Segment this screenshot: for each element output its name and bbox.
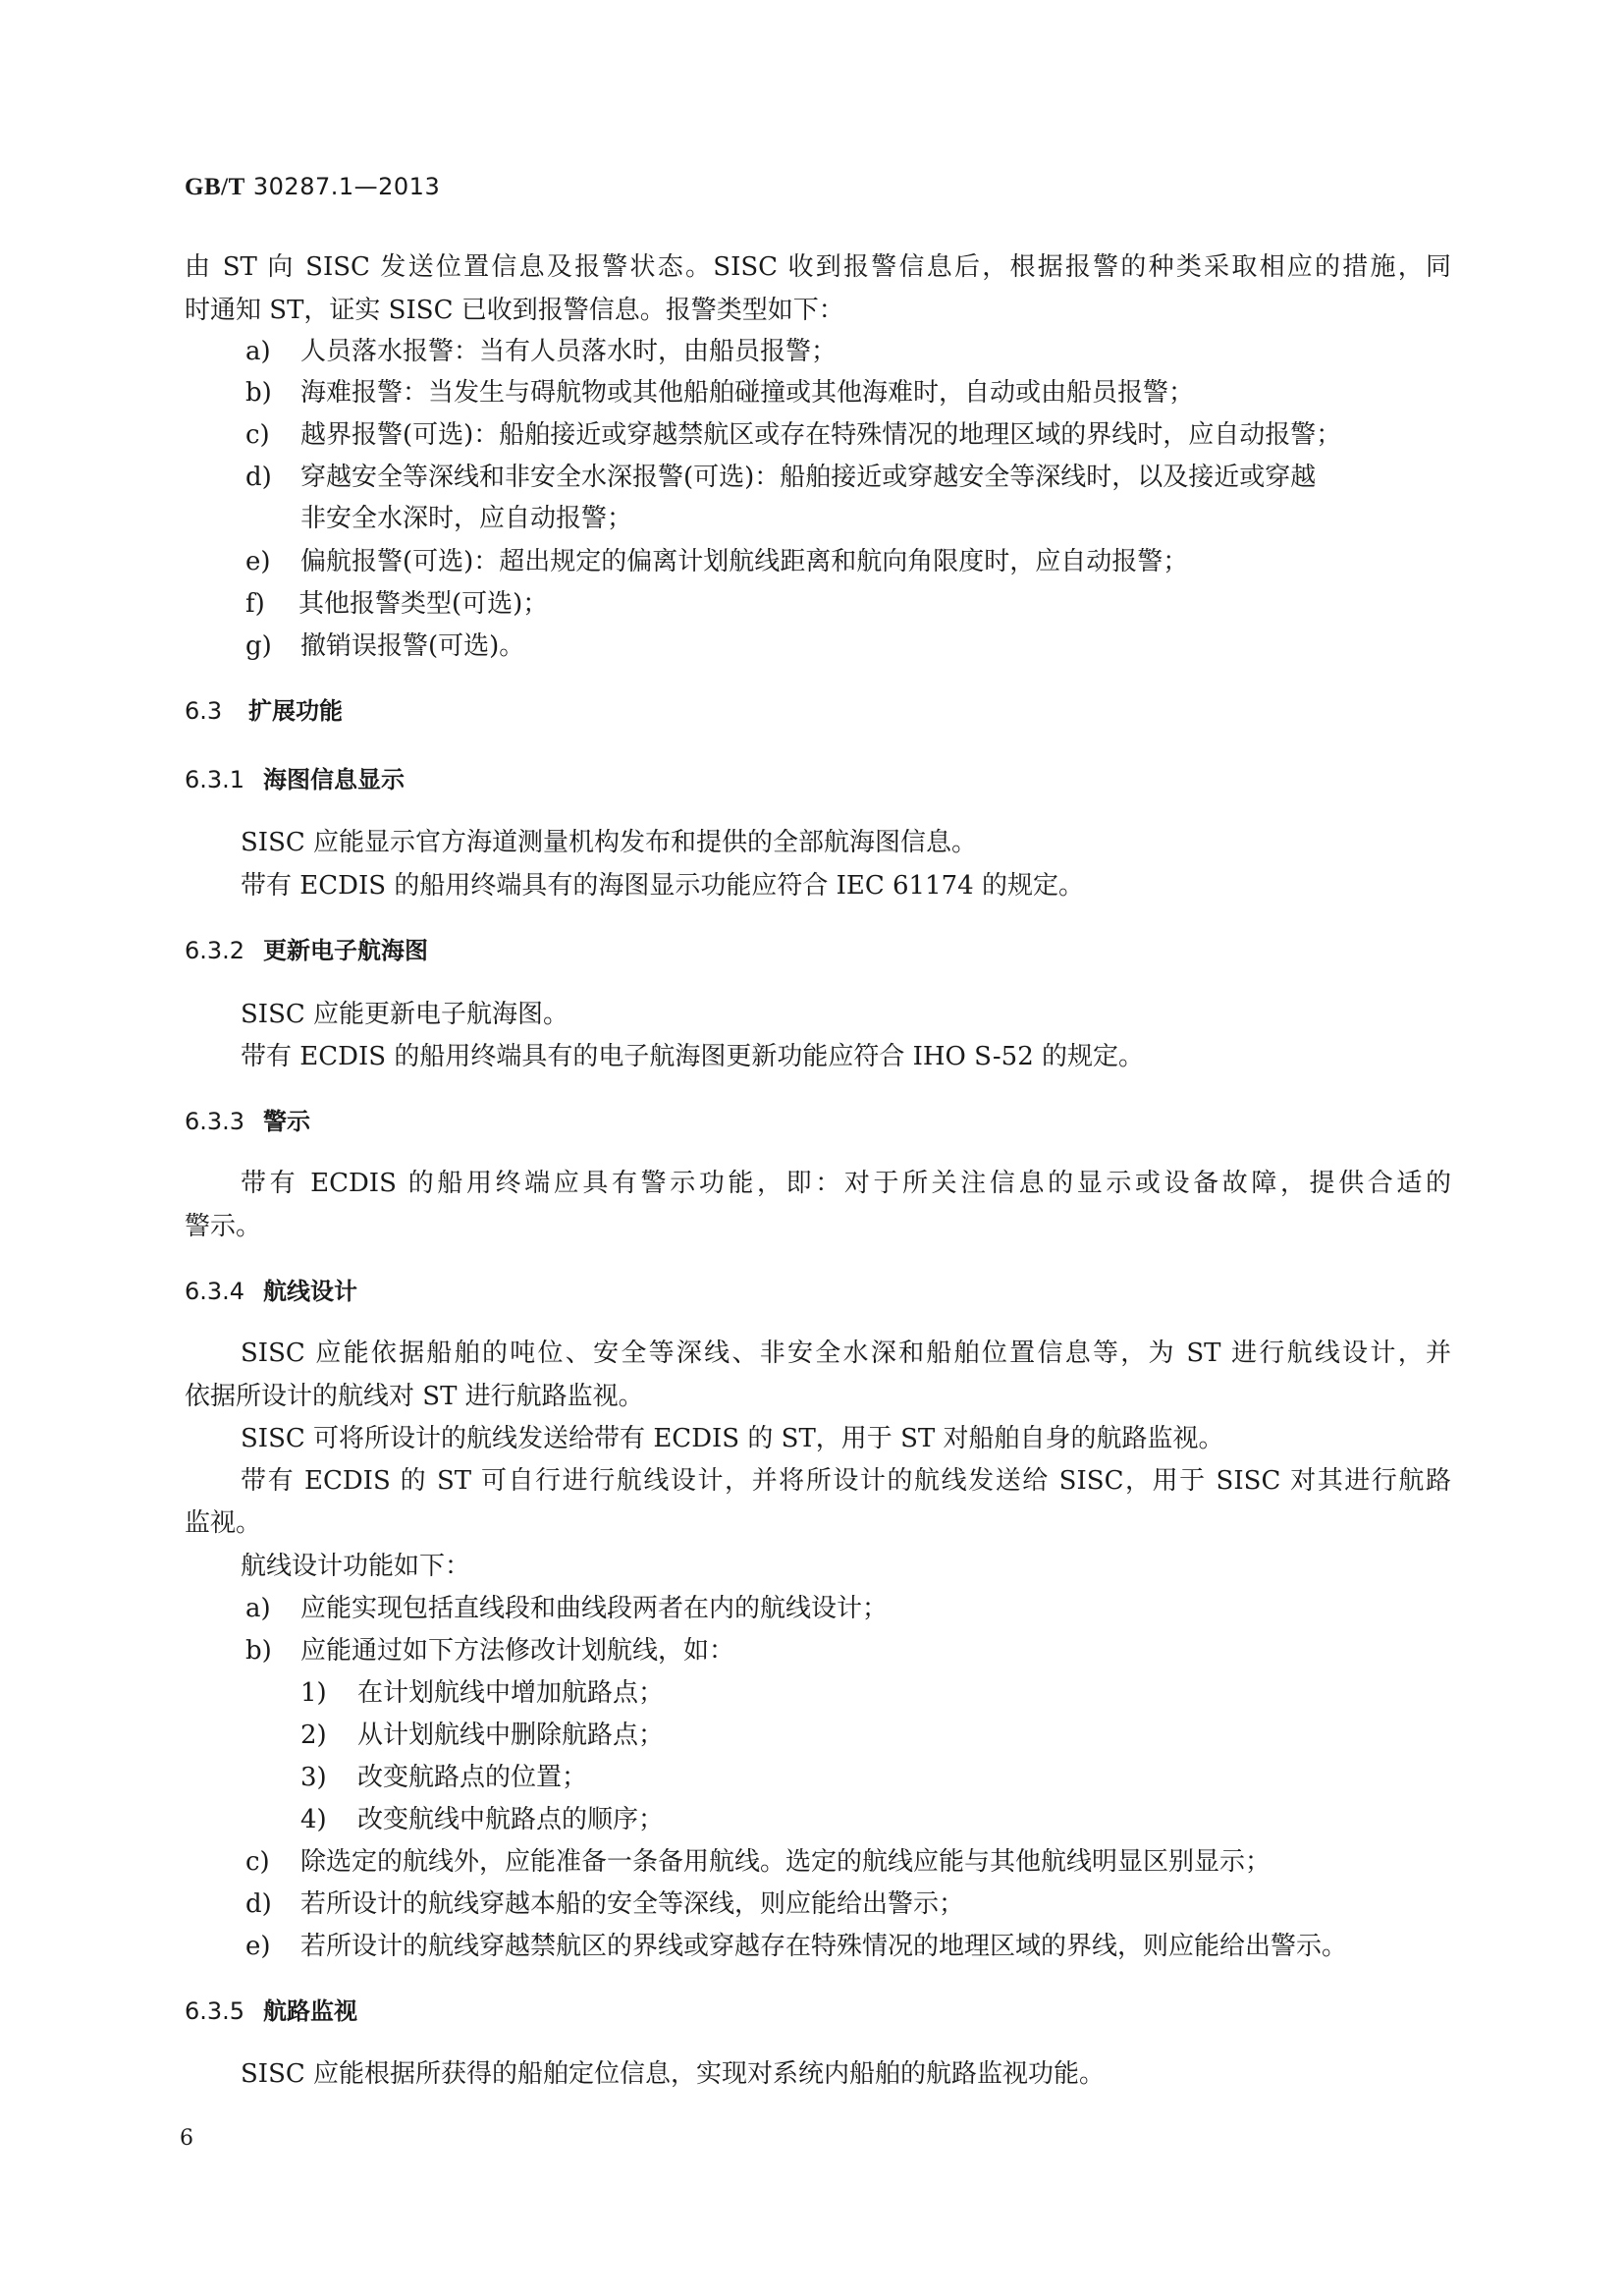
list-marker: e) [245,547,271,576]
list-text: 人员落水报警：当有人员落水时，由船员报警； [300,337,838,366]
section-heading-6-3-2 [185,933,428,968]
list-text: 应能实现包括直线段和曲线段两者在内的航线设计； [300,1594,889,1623]
list-item [245,334,837,369]
sub-list-marker: 2) [300,1721,327,1750]
list-text: 穿越安全等深线和非安全水深报警(可选)：船舶接近或穿越安全等深线时，以及接近或穿越 [300,463,1317,492]
section-heading-6-3-3 [185,1104,310,1139]
paragraph: SISC 应能根据所获得的船舶定位信息，实现对系统内船舶的航路监视功能。 [241,2059,1106,2089]
list-marker: a) [245,1594,271,1623]
paragraph: 带有 ECDIS 的 ST 可自行进行航线设计，并将所设计的航线发送给 SISC，用于 SISC 对其进行航路 [241,1466,1451,1496]
section-title: 扩展功能 [248,697,343,725]
section-heading-6-3-4 [185,1274,357,1309]
list-item [245,1633,734,1668]
section-title: 航路监视 [263,1997,357,2025]
paragraph: SISC 应能更新电子航海图。 [241,1000,569,1029]
section-heading-6-3 [185,693,343,729]
list-item [245,1886,964,1922]
section-title: 航线设计 [263,1278,357,1305]
section-heading-6-3-5 [185,1994,357,2029]
list-text: 除选定的航线外，应能准备一条备用航线。选定的航线应能与其他航线明显区别显示； [300,1847,1271,1877]
section-number: 6.3 [185,697,223,725]
intro-line-1: 由 ST 向 SISC 发送位置信息及报警状态。SISC 收到报警信息后，根据报警的种类采取相应的措施，同 [185,252,1451,282]
list-item [245,417,1341,453]
sub-list-marker: 4) [300,1805,327,1834]
list-marker: a) [245,337,271,366]
list-item [245,544,1188,579]
list-item [245,460,1316,495]
list-item [245,586,548,622]
paragraph: SISC 应能依据船舶的吨位、安全等深线、非安全水深和船舶位置信息等，为 ST 进行航线设计，并 [241,1339,1451,1368]
standard-prefix: GB/T [185,174,245,200]
list-marker: d) [245,463,272,492]
paragraph: SISC 应能显示官方海道测量机构发布和提供的全部航海图信息。 [241,828,978,857]
sub-list-marker: 3) [300,1763,327,1792]
list-marker: e) [245,1932,271,1961]
paragraph: SISC 可将所设计的航线发送给带有 ECDIS 的 ST，用于 ST 对船舶自身的航路监视。 [241,1424,1224,1453]
list-text: 应能通过如下方法修改计划航线，如： [300,1636,735,1666]
section-number: 6.3.4 [185,1278,245,1305]
list-text: 若所设计的航线穿越本船的安全等深线，则应能给出警示； [300,1889,965,1919]
section-heading-6-3-1 [185,762,405,797]
list-text: 海难报警：当发生与碍航物或其他船舶碰撞或其他海难时，自动或由船员报警； [300,378,1195,408]
list-text: 若所设计的航线穿越禁航区的界线或穿越存在特殊情况的地理区域的界线，则应能给出警示。 [300,1932,1348,1961]
paragraph: 带有 ECDIS 的船用终端具有的电子航海图更新功能应符合 IHO S-52 的规定。 [241,1042,1145,1071]
paragraph: 带有 ECDIS 的船用终端应具有警示功能，即：对于所关注信息的显示或设备故障，提供合适的 [241,1169,1451,1198]
list-marker: g) [245,631,272,661]
standard-number: 30287.1—2013 [252,173,441,200]
section-number: 6.3.3 [185,1108,245,1135]
sub-list-text: 改变航路点的位置； [357,1763,588,1792]
list-item [245,1591,888,1626]
list-text: 其他报警类型(可选)； [298,589,549,619]
paragraph: 航线设计功能如下： [241,1552,471,1581]
section-title: 警示 [263,1108,310,1135]
list-item [245,1844,1271,1880]
sub-list-text: 在计划航线中增加航路点； [357,1678,665,1708]
paragraph-continuation: 监视。 [185,1508,262,1538]
sub-list-item [300,1760,587,1795]
standard-header [185,173,440,201]
sub-list-item [300,1675,664,1711]
section-title: 海图信息显示 [263,766,405,793]
section-title: 更新电子航海图 [263,937,428,964]
list-item-continuation: 非安全水深时，应自动报警； [300,504,633,533]
list-marker: f) [245,589,265,619]
paragraph: 带有 ECDIS 的船用终端具有的海图显示功能应符合 IEC 61174 的规定。 [241,871,1084,901]
paragraph-continuation: 警示。 [185,1212,262,1241]
list-text: 撤销误报警(可选)。 [300,631,525,661]
list-marker: d) [245,1889,272,1919]
section-number: 6.3.2 [185,937,245,964]
section-number: 6.3.1 [185,766,245,793]
list-item [245,1929,1347,1964]
page-number: 6 [180,2126,193,2151]
list-marker: b) [245,378,272,408]
sub-list-item [300,1802,664,1837]
list-marker: c) [245,1847,270,1877]
list-item [245,629,524,664]
list-text: 偏航报警(可选)：超出规定的偏离计划航线距离和航向角限度时，应自动报警； [300,547,1189,576]
intro-line-2: 时通知 ST，证实 SISC 已收到报警信息。报警类型如下： [185,296,844,325]
sub-list-marker: 1) [300,1678,327,1708]
list-marker: c) [245,420,270,450]
list-item [245,375,1194,410]
list-marker: b) [245,1636,272,1666]
list-text: 越界报警(可选)：船舶接近或穿越禁航区或存在特殊情况的地理区域的界线时，应自动报警； [300,420,1342,450]
section-number: 6.3.5 [185,1997,245,2025]
sub-list-text: 从计划航线中删除航路点； [357,1721,665,1750]
sub-list-text: 改变航线中航路点的顺序； [357,1805,665,1834]
paragraph-continuation: 依据所设计的航线对 ST 进行航路监视。 [185,1382,644,1411]
sub-list-item [300,1718,664,1753]
